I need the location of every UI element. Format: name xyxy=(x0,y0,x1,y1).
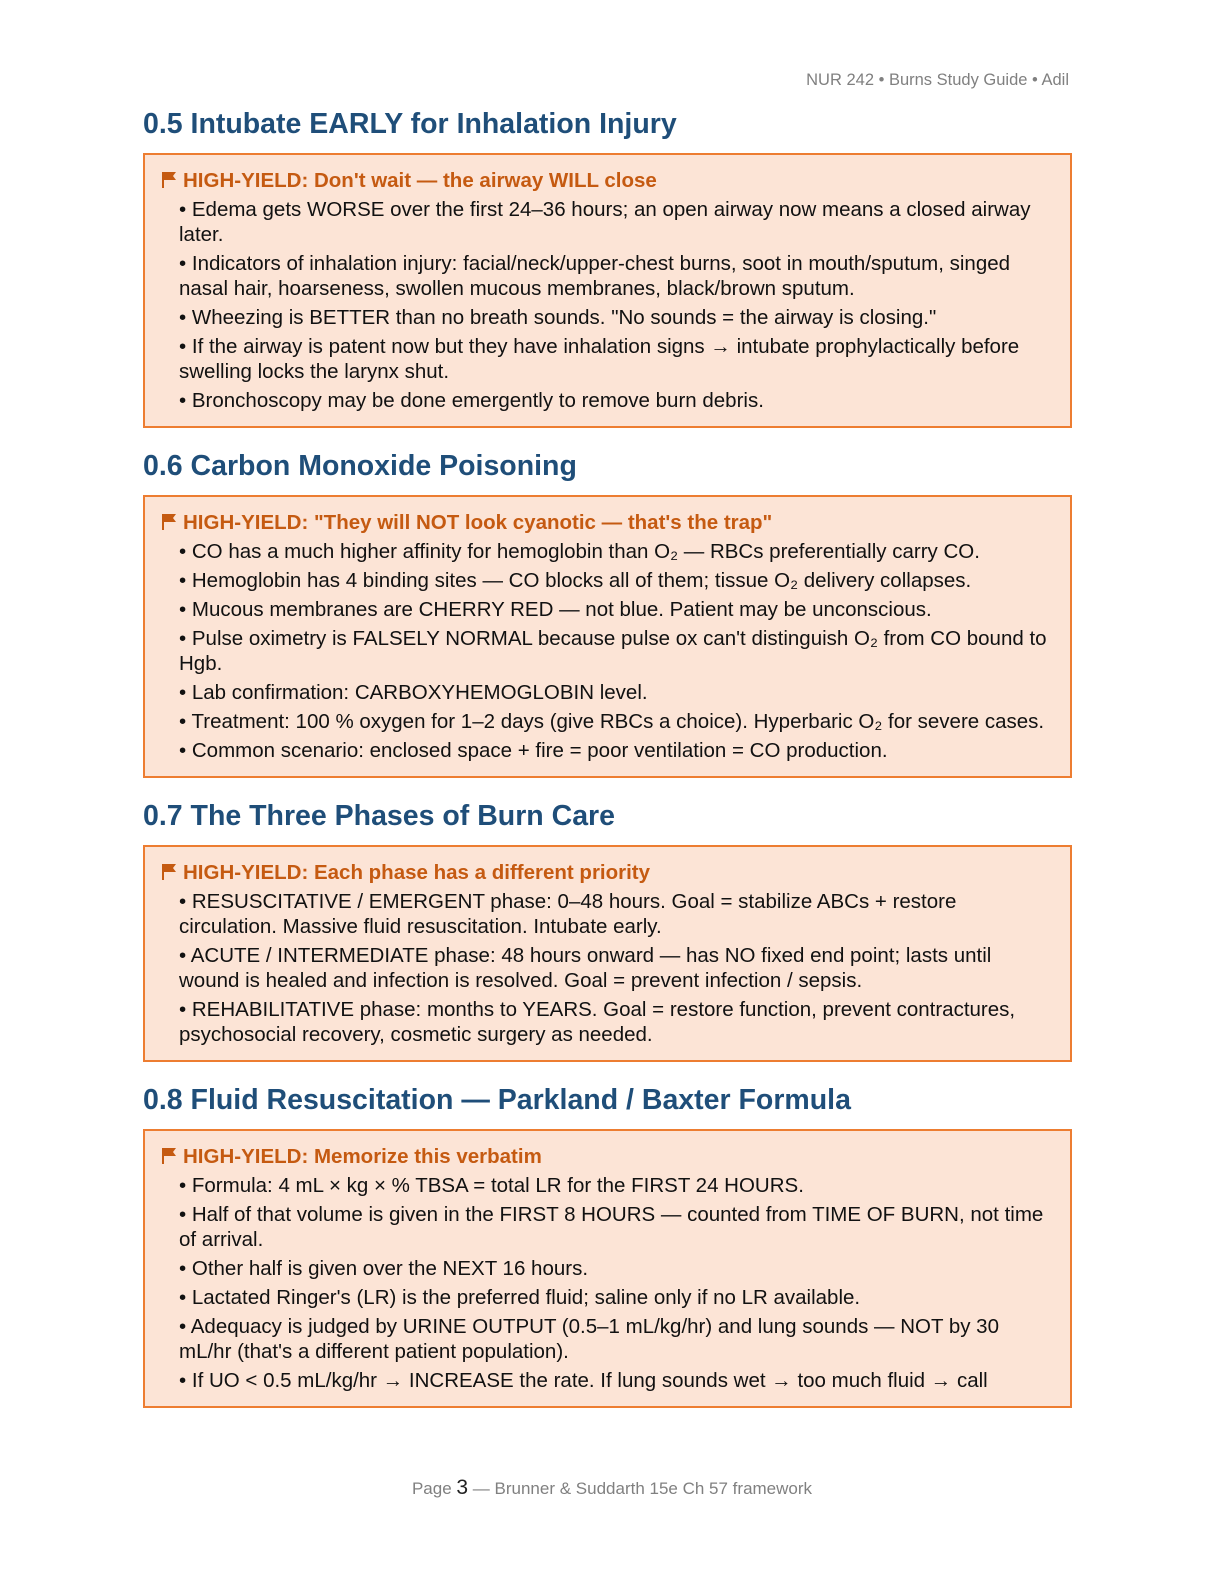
bullet-list xyxy=(161,889,1054,1047)
list-item: • Mucous membranes are CHERRY RED — not blue. Patient may be unconscious. xyxy=(179,598,932,621)
list-item: • ACUTE / INTERMEDIATE phase: 48 hours onward — has NO fixed end point; lasts until wound is healed and infection is resolved. Goal = prevent infection / sepsis. xyxy=(179,944,992,992)
callout-title xyxy=(161,1143,1054,1170)
callout-title xyxy=(161,859,1054,886)
list-item: • Indicators of inhalation injury: facial/neck/upper-chest burns, soot in mouth/sputum, singed nasal hair, hoarseness, swollen mucous membranes, black/brown sputum. xyxy=(179,252,1011,300)
list-item: • Treatment: 100 % oxygen for 1–2 days (give RBCs a choice). Hyperbaric O₂ for severe cases. xyxy=(179,710,1045,733)
flag-icon xyxy=(161,513,177,531)
list-item: • Lactated Ringer's (LR) is the preferred fluid; saline only if no LR available. xyxy=(179,1286,861,1309)
callout-title-text: HIGH-YIELD: "They will NOT look cyanotic — that's the trap" xyxy=(183,511,773,534)
list-item: • Wheezing is BETTER than no breath sounds. "No sounds = the airway is closing." xyxy=(179,306,937,329)
page-number: 3 xyxy=(456,1476,469,1499)
list-item: • Edema gets WORSE over the first 24–36 hours; an open airway now means a closed airway later. xyxy=(179,198,1031,246)
section-three-phases xyxy=(143,798,1072,1062)
list-item: • CO has a much higher affinity for hemoglobin than O₂ — RBCs preferentially carry CO. xyxy=(179,540,980,563)
section-heading: 0.7 The Three Phases of Burn Care xyxy=(143,800,615,832)
high-yield-callout xyxy=(143,495,1072,778)
callout-title-text: HIGH-YIELD: Each phase has a different priority xyxy=(183,861,651,884)
section-heading: 0.6 Carbon Monoxide Poisoning xyxy=(143,450,577,482)
callout-title-text: HIGH-YIELD: Memorize this verbatim xyxy=(183,1145,542,1168)
high-yield-callout xyxy=(143,845,1072,1062)
section-heading: 0.8 Fluid Resuscitation — Parkland / Baxter Formula xyxy=(143,1084,851,1116)
list-item: • Hemoglobin has 4 binding sites — CO blocks all of them; tissue O₂ delivery collapses. xyxy=(179,569,972,592)
high-yield-callout xyxy=(143,1129,1072,1408)
flag-icon xyxy=(161,171,177,189)
page-footer xyxy=(0,1476,1224,1500)
list-item: • Formula: 4 mL × kg × % TBSA = total LR for the FIRST 24 HOURS. xyxy=(179,1174,804,1197)
callout-title xyxy=(161,509,1054,536)
section-fluid-resuscitation xyxy=(143,1082,1072,1408)
bullet-list xyxy=(161,1173,1054,1393)
section-carbon-monoxide xyxy=(143,448,1072,778)
high-yield-callout xyxy=(143,153,1072,428)
list-item: • Common scenario: enclosed space + fire = poor ventilation = CO production. xyxy=(179,739,888,762)
list-item: • Adequacy is judged by URINE OUTPUT (0.5–1 mL/kg/hr) and lung sounds — NOT by 30 mL/hr (that's a different patient population). xyxy=(179,1315,999,1363)
footer-prefix: Page xyxy=(411,1479,457,1498)
list-item: • If UO < 0.5 mL/kg/hr → INCREASE the rate. If lung sounds wet → too much fluid → call xyxy=(179,1369,988,1392)
document-body xyxy=(143,106,1072,1428)
list-item: • Half of that volume is given in the FIRST 8 HOURS — counted from TIME OF BURN, not time of arrival. xyxy=(179,1203,1044,1251)
footer-suffix: — Brunner & Suddarth 15e Ch 57 framework xyxy=(468,1479,813,1498)
page-header: NUR 242 • Burns Study Guide • Adil xyxy=(806,71,1069,89)
list-item: • Pulse oximetry is FALSELY NORMAL because pulse ox can't distinguish O₂ from CO bound to Hgb. xyxy=(179,627,1047,675)
callout-title xyxy=(161,167,1054,194)
list-item: • Bronchoscopy may be done emergently to remove burn debris. xyxy=(179,389,764,412)
bullet-list xyxy=(161,197,1054,413)
list-item: • Other half is given over the NEXT 16 hours. xyxy=(179,1257,589,1280)
list-item: • If the airway is patent now but they have inhalation signs → intubate prophylactically before swelling locks the larynx shut. xyxy=(179,335,1020,383)
section-heading: 0.5 Intubate EARLY for Inhalation Injury xyxy=(143,108,677,140)
list-item: • RESUSCITATIVE / EMERGENT phase: 0–48 hours. Goal = stabilize ABCs + restore circulation. Massive fluid resuscitation. Intubate early. xyxy=(179,890,957,938)
section-intubate-early xyxy=(143,106,1072,428)
flag-icon xyxy=(161,1147,177,1165)
list-item: • REHABILITATIVE phase: months to YEARS. Goal = restore function, prevent contractures, psychosocial recovery, cosmetic surgery as needed. xyxy=(179,998,1016,1046)
callout-title-text: HIGH-YIELD: Don't wait — the airway WILL close xyxy=(183,169,657,192)
flag-icon xyxy=(161,863,177,881)
list-item: • Lab confirmation: CARBOXYHEMOGLOBIN level. xyxy=(179,681,648,704)
bullet-list xyxy=(161,539,1054,763)
